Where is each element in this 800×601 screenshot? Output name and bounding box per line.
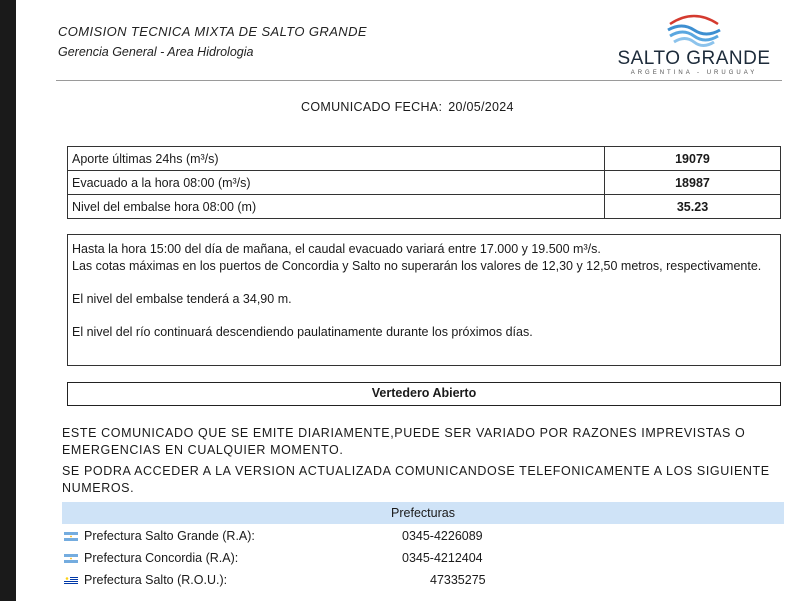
- disclaimer-paragraph: ESTE COMUNICADO QUE SE EMITE DIARIAMENTE,PUEDE SER VARIADO POR RAZONES IMPREVISTAS O EMERGENCIAS EN CUALQUIER MOMENTO.: [62, 426, 746, 457]
- note-line: Las cotas máximas en los puertos de Concordia y Salto no superarán los valores de 12,30 y 12,50 metros, respectivamente.: [72, 259, 762, 273]
- prefectura-phone[interactable]: 47335275: [430, 573, 486, 587]
- table-cell-value: 18987: [605, 171, 781, 195]
- comunicado-label: COMUNICADO FECHA:: [301, 100, 443, 114]
- forecast-note-box: [67, 234, 781, 366]
- document-page: [16, 0, 800, 601]
- uruguay-flag-icon: [64, 576, 78, 585]
- prefectura-name: Prefectura Salto (R.O.U.):: [84, 573, 228, 587]
- prefectura-row: [62, 570, 502, 590]
- table-row: [68, 171, 781, 195]
- table-row: [68, 147, 781, 171]
- table-row: [68, 195, 781, 219]
- prefectura-name: Prefectura Concordia (R.A):: [84, 551, 239, 565]
- org-name: COMISION TECNICA MIXTA DE SALTO GRANDE: [58, 24, 367, 39]
- table-cell-label: Evacuado a la hora 08:00 (m³/s): [68, 171, 605, 195]
- org-department: Gerencia General - Area Hidrologia: [58, 45, 254, 59]
- disclaimer: [62, 425, 782, 497]
- table-cell-value: 35.23: [605, 195, 781, 219]
- note-line: El nivel del embalse tenderá a 34,90 m.: [72, 292, 292, 306]
- table-cell-label: Aporte últimas 24hs (m³/s): [68, 147, 605, 171]
- spillway-status: Vertedero Abierto: [67, 382, 781, 406]
- note-line: El nivel del río continuará descendiendo paulatinamente durante los próximos días.: [72, 325, 533, 339]
- comunicado-date-line: [301, 100, 514, 114]
- header-divider: [56, 80, 782, 81]
- prefectura-row: [62, 548, 502, 568]
- argentina-flag-icon: [64, 532, 78, 541]
- table-cell-value: 19079: [605, 147, 781, 171]
- prefectura-row: [62, 526, 502, 546]
- disclaimer-paragraph: SE PODRA ACCEDER A LA VERSION ACTUALIZADA COMUNICANDOSE TELEFONICAMENTE A LOS SIGUIENTE NUMEROS.: [62, 464, 770, 495]
- prefectura-phone[interactable]: 0345-4212404: [402, 551, 483, 565]
- logo-text: SALTO GRANDE: [617, 48, 771, 69]
- header-org: [58, 24, 367, 59]
- logo-subtext: ARGENTINA - URUGUAY: [630, 70, 758, 76]
- hydrology-table: [67, 146, 781, 219]
- salto-grande-logo: [614, 10, 774, 80]
- argentina-flag-icon: [64, 554, 78, 563]
- comunicado-date: 20/05/2024: [448, 100, 514, 114]
- prefectura-phone[interactable]: 0345-4226089: [402, 529, 483, 543]
- logo-wave-icon: [664, 10, 724, 50]
- prefecturas-header: Prefecturas: [62, 502, 784, 524]
- note-line: Hasta la hora 15:00 del día de mañana, el caudal evacuado variará entre 17.000 y 19.500 m³/s.: [72, 242, 601, 256]
- prefectura-name: Prefectura Salto Grande (R.A):: [84, 529, 255, 543]
- table-cell-label: Nivel del embalse hora 08:00 (m): [68, 195, 605, 219]
